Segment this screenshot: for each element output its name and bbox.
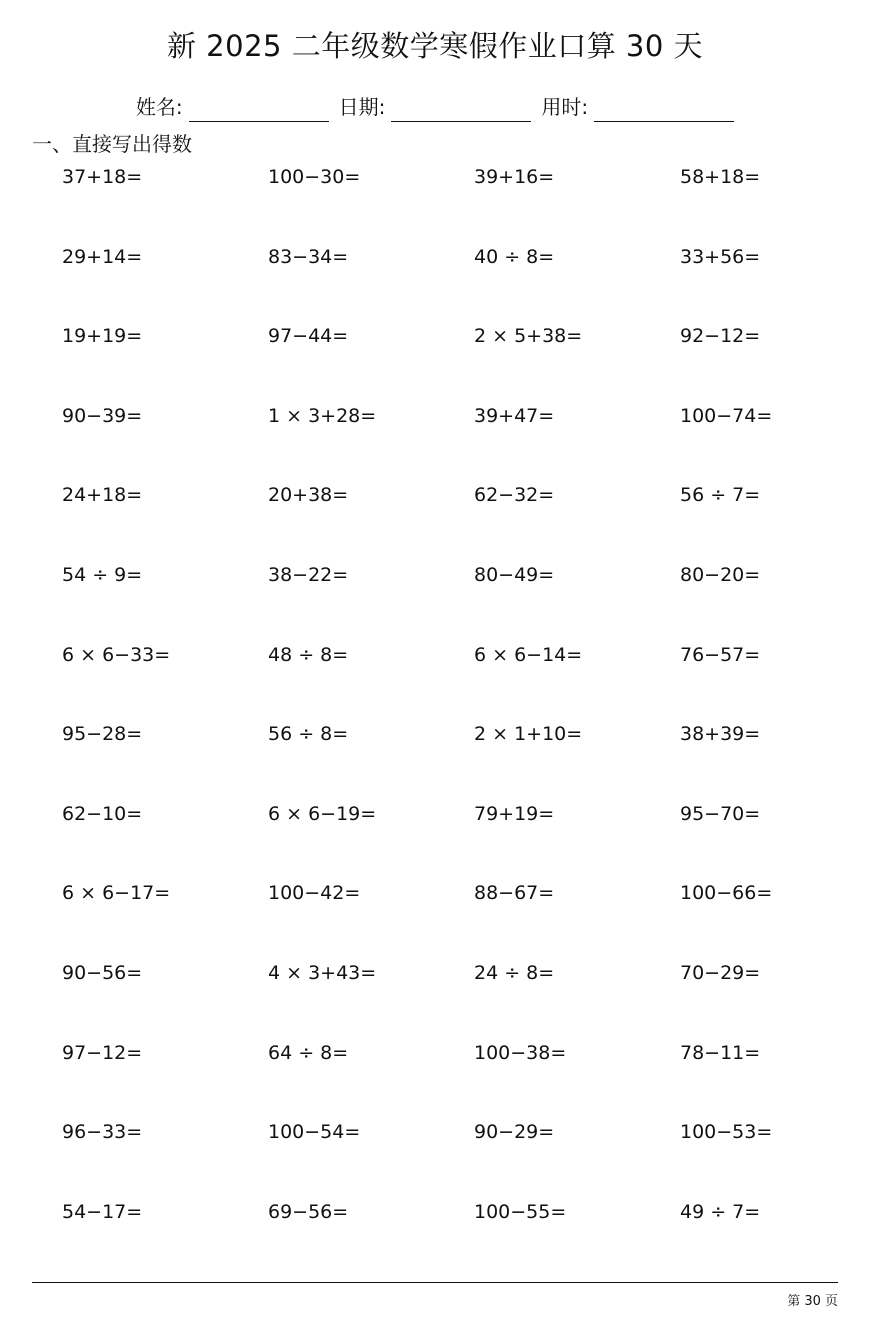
section-heading: 一、直接写出得数 — [32, 132, 192, 156]
problem-item: 56 ÷ 8= — [268, 723, 349, 746]
problem-item: 4 × 3+43= — [268, 961, 377, 984]
problem-item: 24+18= — [62, 484, 143, 507]
problem-item: 6 × 6−19= — [268, 802, 377, 825]
name-blank-line — [189, 99, 329, 122]
problem-item: 100−53= — [680, 1121, 773, 1144]
problem-item: 1 × 3+28= — [268, 404, 377, 427]
problem-item: 62−10= — [62, 802, 143, 825]
footer-divider — [32, 1282, 838, 1283]
problem-item: 100−38= — [474, 1041, 567, 1064]
problem-item: 48 ÷ 8= — [268, 643, 349, 666]
date-blank-line — [391, 99, 531, 122]
problem-item: 95−28= — [62, 723, 143, 746]
problem-item: 39+16= — [474, 166, 555, 188]
problem-item: 96−33= — [62, 1121, 143, 1144]
page-number: 第 30 页 — [787, 1294, 838, 1309]
problem-item: 100−30= — [268, 166, 361, 188]
problem-item: 40 ÷ 8= — [474, 245, 555, 268]
problem-item: 78−11= — [680, 1041, 761, 1064]
problem-item: 29+14= — [62, 245, 143, 268]
problems-grid — [62, 163, 862, 1277]
problem-item: 6 × 6−17= — [62, 882, 171, 905]
problem-item: 38+39= — [680, 723, 761, 746]
problem-item: 100−42= — [268, 882, 361, 905]
name-label: 姓名: — [135, 95, 183, 119]
problem-item: 33+56= — [680, 245, 761, 268]
problem-item: 80−20= — [680, 563, 761, 586]
problem-item: 97−12= — [62, 1041, 143, 1064]
time-label: 用时: — [541, 95, 589, 119]
problem-item: 100−54= — [268, 1121, 361, 1144]
problem-item: 92−12= — [680, 325, 761, 348]
problem-item: 54 ÷ 9= — [62, 563, 143, 586]
problem-item: 6 × 6−33= — [62, 643, 171, 666]
problem-item: 70−29= — [680, 961, 761, 984]
time-field — [541, 92, 734, 122]
problem-item: 76−57= — [680, 643, 761, 666]
problem-item: 62−32= — [474, 484, 555, 507]
problem-item: 56 ÷ 7= — [680, 484, 761, 507]
problem-item: 100−55= — [474, 1200, 567, 1223]
date-label: 日期: — [338, 95, 386, 119]
problem-item: 49 ÷ 7= — [680, 1200, 761, 1223]
problem-item: 64 ÷ 8= — [268, 1041, 349, 1064]
problem-item: 38−22= — [268, 563, 349, 586]
problem-item: 37+18= — [62, 166, 143, 188]
problem-item: 90−56= — [62, 961, 143, 984]
problem-item: 19+19= — [62, 325, 143, 348]
problem-item: 88−67= — [474, 882, 555, 905]
problem-item: 2 × 5+38= — [474, 325, 583, 348]
problem-item: 69−56= — [268, 1200, 349, 1223]
date-field — [339, 92, 532, 122]
problem-item: 39+47= — [474, 404, 555, 427]
problem-item: 2 × 1+10= — [474, 723, 583, 746]
problem-item: 90−39= — [62, 404, 143, 427]
problem-item: 24 ÷ 8= — [474, 961, 555, 984]
problem-item: 83−34= — [268, 245, 349, 268]
time-blank-line — [594, 99, 734, 122]
problem-item: 58+18= — [680, 166, 761, 188]
problem-item: 100−74= — [680, 404, 773, 427]
problem-item: 95−70= — [680, 802, 761, 825]
student-info-row — [0, 92, 870, 122]
problem-item: 54−17= — [62, 1200, 143, 1223]
problem-item: 80−49= — [474, 563, 555, 586]
page-title: 新 2025 二年级数学寒假作业口算 30 天 — [166, 29, 704, 63]
problem-item: 97−44= — [268, 325, 349, 348]
problem-item: 20+38= — [268, 484, 349, 507]
problem-item: 6 × 6−14= — [474, 643, 583, 666]
name-field — [136, 92, 329, 122]
problem-item: 100−66= — [680, 882, 773, 905]
problem-item: 90−29= — [474, 1121, 555, 1144]
problem-item: 79+19= — [474, 802, 555, 825]
